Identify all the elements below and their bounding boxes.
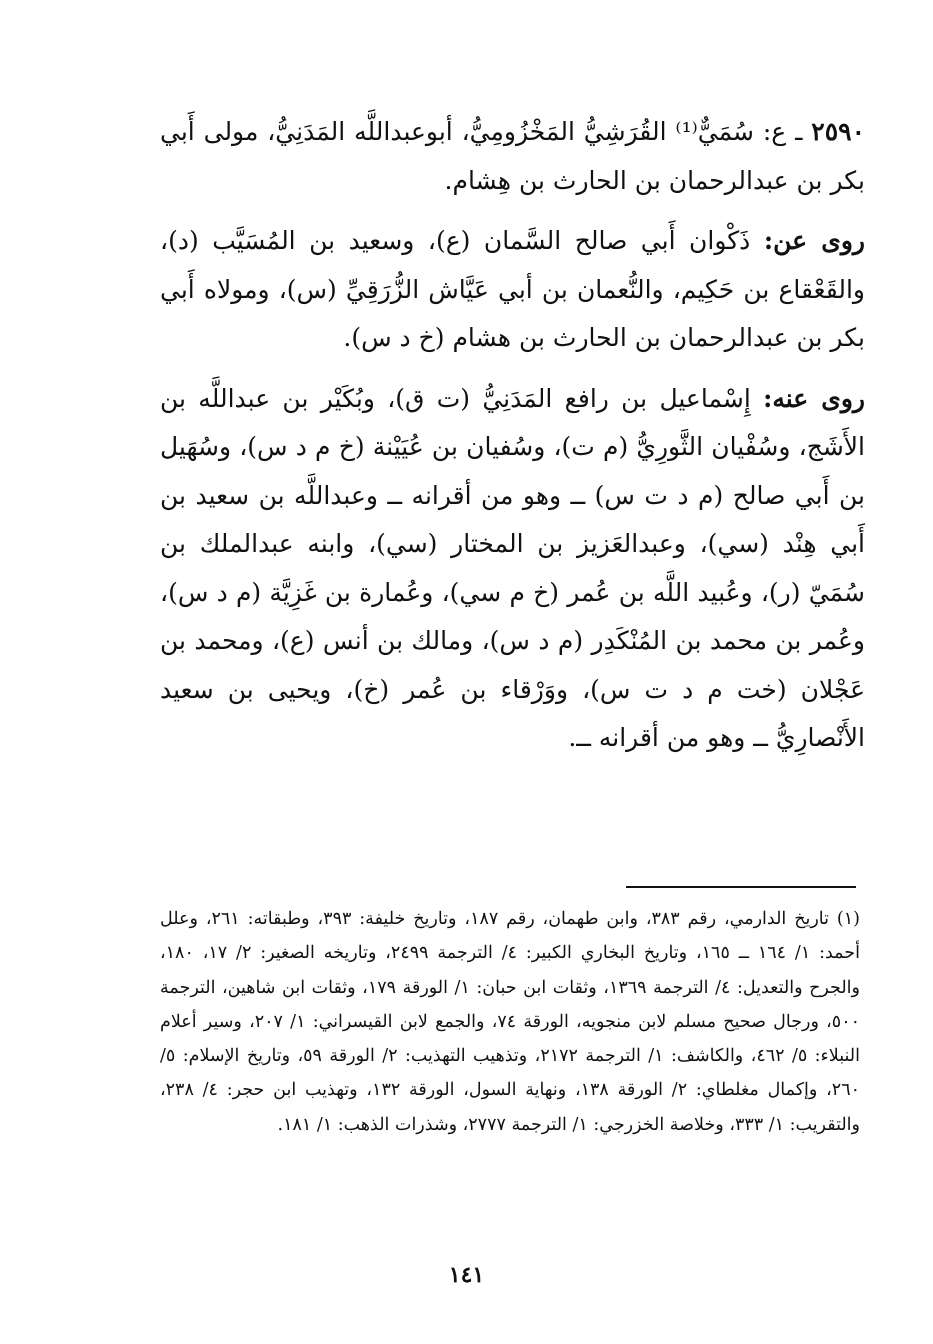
narrated-from-text: ذَكْوان أَبي صالح السَّمان (ع)، وسعيد بن المُسَيَّب (د)، والقَعْقاع بن حَكِيم، والنُّعمان بن أبي عَيَّاش الزُّرَقِيِّ (س)، ومولاه أَبي بكر بن عبدالرحمان بن الحارث بن هشام (خ د س).	[160, 226, 865, 352]
entry-number: ٢٥٩٠	[811, 117, 865, 146]
narrated-from-paragraph	[160, 217, 865, 363]
narrated-by-paragraph	[160, 375, 865, 763]
biography-entry	[160, 108, 865, 763]
entry-heading	[160, 108, 865, 205]
page-number: ١٤١	[448, 1262, 485, 1288]
entry-code: ـ ع:	[762, 117, 803, 146]
footnote-1: (١) تاريخ الدارمي، رقم ٣٨٣، وابن طهمان، رقم ١٨٧، وتاريخ خليفة: ٣٩٣، وطبقاته: ٢٦١، وعلل أحمد: ١/ ١٦٤ ــ ١٦٥، وتاريخ البخاري الكبير: ٤/ الترجمة ٢٤٩٩، وتاريخه الصغير: ٢/ ١٧، ١٨٠، والجرح والتعديل: ٤/ الترجمة ١٣٦٩، وثقات ابن حبان: ١/ الورقة ١٧٩، وثقات ابن شاهين، الترجمة ٥٠٠، ورجال صحيح مسلم لابن منجويه، الورقة ٧٤، والجمع لابن القيسراني: ١/ ٢٠٧، وسير أعلام النبلاء: ٥/ ٤٦٢، والكاشف: ١/ الترجمة ٢١٧٢، وتذهيب التهذيب: ٢/ الورقة ٥٩، وتاريخ الإسلام: ٥/ ٢٦٠، وإكمال مغلطاي: ٢/ الورقة ١٣٨، ونهاية السول، الورقة ١٣٢، وتهذيب ابن حجر: ٤/ ٢٣٨، والتقريب: ١/ ٣٣٣، وخلاصة الخزرجي: ١/ الترجمة ٢٧٧٧، وشذرات الذهب: ١/ ١٨١.	[160, 909, 860, 1135]
narrated-from-label: روى عن:	[763, 226, 865, 255]
narrated-by-label: روى عنه:	[763, 383, 865, 413]
footnotes	[160, 902, 860, 1142]
narrated-by-text: إِسْماعيل بن رافع المَدَنِيُّ (ت ق)، وبُكَيْر بن عبداللَّه بن الأَشَج، وسُفْيان الثَّورِيُّ (م ت)، وسُفيان بن عُيَيْنة (خ م د س)، وسُهَيل بن أَبي صالح (م د ت س) ــ وهو من أقرانه ــ وعبداللَّه بن سعيد بن أَبي هِنْد (سي)، وعبدالعَزيز بن المختار (سي)، وابنه عبدالملك بن سُمَيّ (ر)، وعُبيد اللَّه بن عُمر (خ م سي)، وعُمارة بن غَزِيَّة (م د س)، وعُمر بن محمد بن المُنْكَدِر (م د س)، ومالك بن أنس (ع)، ومحمد بن عَجْلان (خت م د ت س)، ووَرْقاء بن عُمر (خ)، ويحيى بن سعيد الأَنْصارِيُّ ــ وهو من أقرانه ــ.	[160, 383, 865, 752]
entry-head-text: سُمَيٌّ⁽¹⁾ القُرَشِيُّ المَخْزُومِيُّ، أبوعبداللَّه المَدَنِيُّ، مولى أَبي بكر بن عبدالرحمان بن الحارث بن هِشام.	[160, 117, 865, 195]
footnote-separator	[626, 886, 856, 888]
